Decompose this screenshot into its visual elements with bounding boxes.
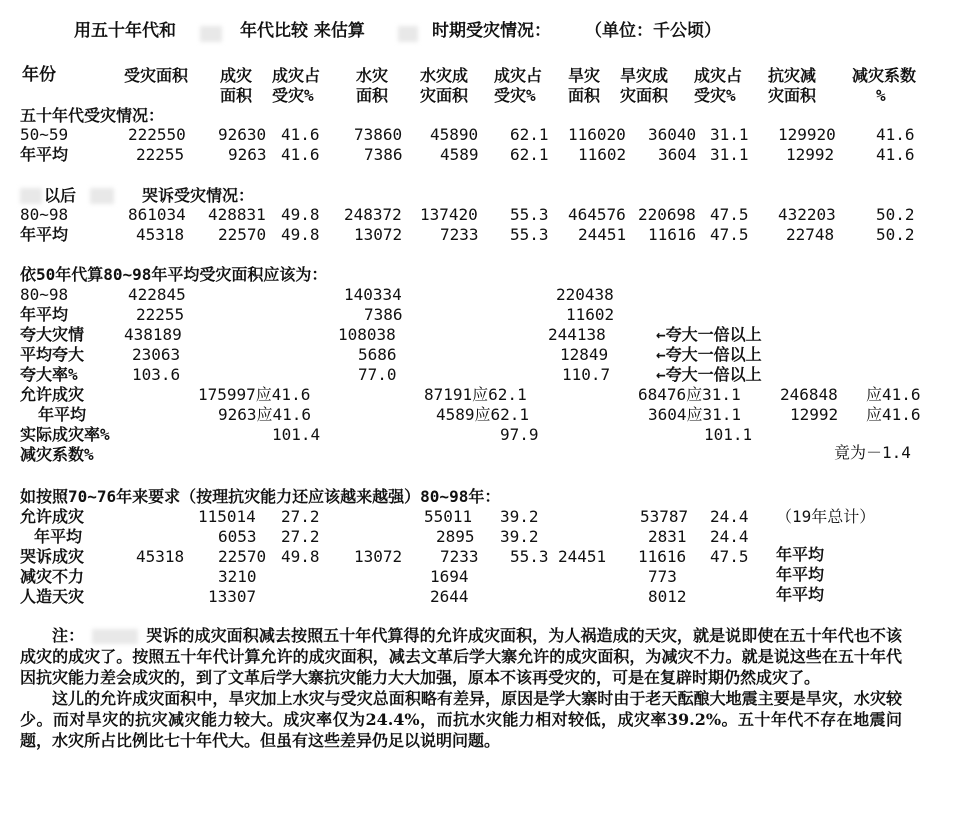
header-col: 灾面积 (420, 86, 469, 105)
cell: 13072 (354, 225, 403, 244)
annotation-arrow: ←夸大一倍以上 (656, 325, 762, 344)
cell: 53787 (640, 507, 689, 526)
redacted-mark (20, 188, 42, 204)
header-col: 成灾 (220, 66, 253, 85)
cell: 夸大率% (20, 365, 78, 384)
cell: 12992 (786, 145, 835, 164)
cell: 平均夸大 (20, 345, 85, 364)
cell: 27.2 (281, 527, 320, 546)
header-col: % (876, 86, 886, 105)
cell: 22570 (218, 225, 267, 244)
cell: 哭诉成灾 (20, 547, 85, 566)
annotation-arrow: ←夸大一倍以上 (656, 345, 762, 364)
cell: 允许成灾 (20, 507, 85, 526)
cell: 62.1 (510, 145, 549, 164)
cell: 2644 (430, 587, 469, 606)
cell: 50.2 (876, 225, 915, 244)
cell: 31.1 (710, 145, 749, 164)
header-col: 旱灾成 (620, 66, 669, 85)
cell: 应41.6 (866, 405, 921, 424)
cell: 55.3 (510, 547, 549, 566)
cell: 101.1 (704, 425, 753, 444)
header-col: 面积 (220, 86, 253, 105)
title-unit: （单位：千公顷） (585, 21, 721, 41)
cell: 116020 (568, 125, 626, 144)
cell: 464576 (568, 205, 626, 224)
cell: 人造天灾 (20, 587, 85, 606)
cell: 22255 (136, 305, 185, 324)
cell: 73860 (354, 125, 403, 144)
cell: 248372 (344, 205, 402, 224)
title-part-2: 年代比较 来估算 (240, 21, 365, 41)
cell: 137420 (420, 205, 478, 224)
cell: 101.4 (272, 425, 321, 444)
cell: 13072 (354, 547, 403, 566)
title-part-3: 时期受灾情况： (432, 21, 551, 41)
cell: 7233 (440, 225, 479, 244)
cell: 438189 (124, 325, 182, 344)
cell: 222550 (128, 125, 186, 144)
cell: 87191应62.1 (424, 385, 527, 404)
cell: 夸大灾情 (20, 325, 85, 344)
cell: 246848 (780, 385, 838, 404)
cell: 22570 (218, 547, 267, 566)
cell: 55.3 (510, 205, 549, 224)
cell: 年平均 (776, 585, 825, 604)
cell: 92630 (218, 125, 267, 144)
cell: 422845 (128, 285, 186, 304)
cell: 减灾不力 (20, 567, 85, 586)
header-col: 旱灾 (568, 66, 601, 85)
cell: 7386 (364, 305, 403, 324)
cell: 55.3 (510, 225, 549, 244)
header-col: 面积 (568, 86, 601, 105)
header-col: 水灾成 (420, 66, 469, 85)
cell: 12992 (790, 405, 839, 424)
cell: 年平均 (776, 545, 825, 564)
cell: 23063 (132, 345, 181, 364)
cell: 175997应41.6 (198, 385, 311, 404)
cell: 49.8 (281, 205, 320, 224)
redacted-mark (200, 26, 222, 42)
cell: 41.6 (281, 145, 320, 164)
header-col: 成灾占 (694, 66, 743, 85)
cell: 41.6 (876, 125, 915, 144)
section-2-heading: 以后 (44, 186, 77, 205)
cell: 年平均 (34, 527, 83, 546)
cell: 62.1 (510, 125, 549, 144)
cell: 140334 (344, 285, 402, 304)
cell: 8012 (648, 587, 687, 606)
cell: 31.1 (710, 125, 749, 144)
footnote-paragraph-1 (20, 625, 902, 688)
cell: 45318 (136, 547, 185, 566)
cell: 22255 (136, 145, 185, 164)
cell: 2831 (648, 527, 687, 546)
cell: 80~98 (20, 205, 69, 224)
cell: 773 (648, 567, 677, 586)
redacted-mark (90, 188, 114, 204)
cell: 11616 (638, 547, 687, 566)
cell: 12849 (560, 345, 609, 364)
header-year: 年份 (22, 65, 56, 85)
section-1-heading: 五十年代受灾情况： (20, 106, 165, 125)
cell: 36040 (648, 125, 697, 144)
footnote (20, 625, 902, 751)
cell: 49.8 (281, 547, 320, 566)
cell: 39.2 (500, 527, 539, 546)
redacted-mark (92, 629, 138, 644)
cell: 47.5 (710, 547, 749, 566)
cell: 13307 (208, 587, 257, 606)
cell: 22748 (786, 225, 835, 244)
cell: 432203 (778, 205, 836, 224)
cell: 年平均 (776, 565, 825, 584)
cell: 41.6 (876, 145, 915, 164)
cell: 80~98 (20, 285, 69, 304)
cell: 50.2 (876, 205, 915, 224)
cell: 年平均 (38, 405, 87, 424)
cell: 24451 (558, 547, 607, 566)
cell: 减灾系数% (20, 445, 94, 464)
cell: 47.5 (710, 225, 749, 244)
title-part-1: 用五十年代和 (74, 21, 176, 41)
header-col: 灾面积 (768, 86, 817, 105)
cell: 实际成灾率% (20, 425, 110, 444)
cell: 年平均 (20, 225, 69, 244)
cell: 3604 (658, 145, 697, 164)
cell: 7233 (440, 547, 479, 566)
cell: 24.4 (710, 527, 749, 546)
cell: 39.2 (500, 507, 539, 526)
cell: 45890 (430, 125, 479, 144)
cell: 允许成灾 (20, 385, 85, 404)
header-col: 受灾面积 (124, 66, 189, 85)
cell: 11616 (648, 225, 697, 244)
redacted-mark (398, 26, 418, 42)
cell: 3210 (218, 567, 257, 586)
header-col: 灾面积 (620, 86, 669, 105)
cell: 220698 (638, 205, 696, 224)
cell: 47.5 (710, 205, 749, 224)
header-col: 水灾 (356, 66, 389, 85)
cell: 7386 (364, 145, 403, 164)
cell: 年平均 (20, 305, 69, 324)
cell: 应41.6 (866, 385, 921, 404)
cell: 41.6 (281, 125, 320, 144)
cell: 68476应31.1 (638, 385, 741, 404)
cell: 2895 (436, 527, 475, 546)
cell: 24451 (578, 225, 627, 244)
cell: 129920 (778, 125, 836, 144)
cell: 220438 (556, 285, 614, 304)
header-col: 受灾% (694, 86, 736, 105)
cell: 4589 (440, 145, 479, 164)
header-col: 面积 (356, 86, 389, 105)
note-label: 注： (52, 626, 85, 645)
cell: 45318 (136, 225, 185, 244)
cell: 9263应41.6 (218, 405, 312, 424)
cell: 55011 (424, 507, 473, 526)
cell: （19年总计） (776, 507, 876, 526)
section-3-heading: 依50年代算80~98年平均受灾面积应该为： (20, 265, 328, 284)
section-4-heading: 如按照70~76年来要求（按理抗灾能力还应该越来越强）80~98年： (20, 487, 501, 506)
cell: 861034 (128, 205, 186, 224)
cell: 5686 (358, 345, 397, 364)
cell: 115014 (198, 507, 256, 526)
cell: 6053 (218, 527, 257, 546)
section-2-heading-b: 哭诉受灾情况： (142, 186, 255, 205)
header-col: 受灾% (272, 86, 314, 105)
cell: 103.6 (132, 365, 181, 384)
header-col: 抗灾减 (768, 66, 817, 85)
cell: 4589应62.1 (436, 405, 530, 424)
cell: 50~59 (20, 125, 69, 144)
cell: 年平均 (20, 145, 69, 164)
cell: 97.9 (500, 425, 539, 444)
cell: 428831 (208, 205, 266, 224)
annotation-arrow: ←夸大一倍以上 (656, 365, 762, 384)
cell: 77.0 (358, 365, 397, 384)
cell: 24.4 (710, 507, 749, 526)
cell: 11602 (566, 305, 615, 324)
cell: 1694 (430, 567, 469, 586)
header-col: 成灾占 (272, 66, 321, 85)
cell: 110.7 (562, 365, 611, 384)
cell: 244138 (548, 325, 606, 344)
cell: 3604应31.1 (648, 405, 742, 424)
header-col: 受灾% (494, 86, 536, 105)
cell: 竟为－1.4 (834, 443, 911, 462)
header-col: 成灾占 (494, 66, 543, 85)
cell: 108038 (338, 325, 396, 344)
cell: 9263 (228, 145, 267, 164)
header-col: 减灾系数 (852, 66, 917, 85)
cell: 49.8 (281, 225, 320, 244)
cell: 27.2 (281, 507, 320, 526)
note-body-1: 哭诉的成灾面积减去按照五十年代算得的允许成灾面积，为人祸造成的天灾，就是说即使在五十年代也不该成灾的成灾了。按照五十年代计算允许的成灾面积，减去文革后学大寨允许的成灾面积，为减灾不力。就是说这些在五十年代因抗灾能力差会成灾的，到了文革后学大寨抗灾能力大大加强，原本不该再受灾的，可是在复辟时期仍然成灾了。 (20, 626, 902, 687)
cell: 11602 (578, 145, 627, 164)
footnote-paragraph-2: 这儿的允许成灾面积中，旱灾加上水灾与受灾总面积略有差异，原因是学大寨时由于老天酝酿大地震主要是旱灾，水灾较少。而对旱灾的抗灾减灾能力较大。成灾率仅为24.4%，而抗水灾能力相对较低，成灾率39.2%。五十年代不存在地震问题，水灾所占比例比七十年代大。但虽有这些差异仍足以说明问题。 (20, 689, 902, 750)
